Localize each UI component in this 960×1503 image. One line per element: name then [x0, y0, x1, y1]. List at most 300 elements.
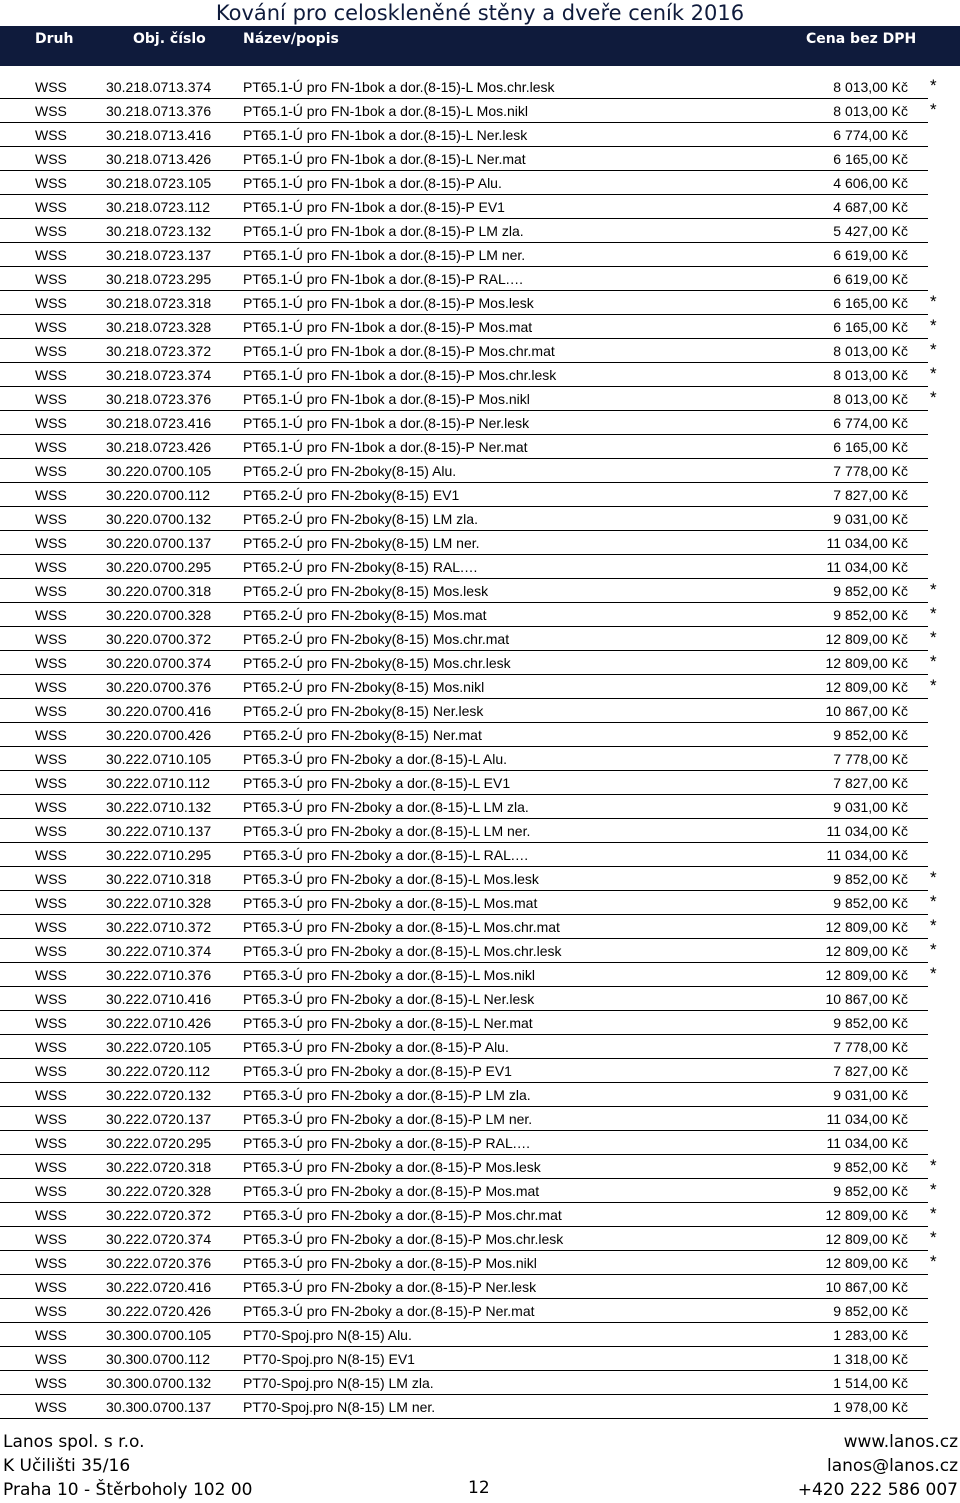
table-row: [0, 1299, 960, 1323]
cell-druh: WSS: [35, 295, 67, 311]
cell-nazev: PT65.3-Ú pro FN-2boky a dor.(8-15)-P Alu.: [243, 1039, 509, 1055]
cell-obj-cislo: 30.218.0723.416: [106, 415, 212, 431]
cell-note-star: *: [930, 1156, 937, 1175]
cell-note-star: *: [930, 580, 937, 599]
cell-obj-cislo: 30.222.0720.318: [106, 1159, 212, 1175]
cell-cena: 9 031,00 Kč: [833, 799, 908, 815]
table-row: [0, 459, 960, 483]
cell-druh: WSS: [35, 415, 67, 431]
cell-druh: WSS: [35, 1039, 67, 1055]
cell-cena: 8 013,00 Kč: [833, 79, 908, 95]
cell-druh: WSS: [35, 439, 67, 455]
cell-obj-cislo: 30.222.0710.328: [106, 895, 212, 911]
cell-druh: WSS: [35, 511, 67, 527]
cell-druh: WSS: [35, 655, 67, 671]
cell-nazev: PT65.3-Ú pro FN-2boky a dor.(8-15)-P Mos.chr.lesk: [243, 1231, 564, 1247]
cell-cena: 11 034,00 Kč: [826, 559, 908, 575]
cell-nazev: PT65.1-Ú pro FN-1bok a dor.(8-15)-L Ner.mat: [243, 151, 526, 167]
cell-cena: 6 619,00 Kč: [833, 271, 908, 287]
cell-cena: 9 852,00 Kč: [833, 895, 908, 911]
cell-nazev: PT65.1-Ú pro FN-1bok a dor.(8-15)-P RAL.…: [243, 271, 524, 287]
cell-cena: 1 283,00 Kč: [833, 1327, 908, 1343]
cell-cena: 9 031,00 Kč: [833, 1087, 908, 1103]
cell-obj-cislo: 30.220.0700.318: [106, 583, 212, 599]
cell-obj-cislo: 30.222.0720.372: [106, 1207, 212, 1223]
cell-druh: WSS: [35, 1399, 67, 1415]
website-link[interactable]: www.lanos.cz: [843, 1432, 958, 1452]
table-row: [0, 99, 960, 123]
cell-druh: WSS: [35, 679, 67, 695]
cell-cena: 9 852,00 Kč: [833, 1159, 908, 1175]
cell-obj-cislo: 30.220.0700.426: [106, 727, 212, 743]
cell-cena: 12 809,00 Kč: [825, 655, 908, 671]
cell-nazev: PT65.2-Ú pro FN-2boky(8-15) Mos.lesk: [243, 583, 489, 599]
cell-nazev: PT65.3-Ú pro FN-2boky a dor.(8-15)-L LM ner.: [243, 823, 531, 839]
cell-druh: WSS: [35, 1231, 67, 1247]
cell-druh: WSS: [35, 847, 67, 863]
cell-cena: 12 809,00 Kč: [825, 1207, 908, 1223]
cell-obj-cislo: 30.222.0720.328: [106, 1183, 212, 1199]
table-row: [0, 819, 960, 843]
table-row: [0, 891, 960, 915]
cell-note-star: *: [930, 964, 937, 983]
cell-obj-cislo: 30.220.0700.137: [106, 535, 212, 551]
table-row: [0, 771, 960, 795]
cell-note-star: *: [930, 76, 937, 95]
cell-cena: 9 852,00 Kč: [833, 727, 908, 743]
row-divider: [0, 1418, 928, 1419]
cell-obj-cislo: 30.218.0723.105: [106, 175, 212, 191]
cell-obj-cislo: 30.222.0710.295: [106, 847, 212, 863]
table-row: [0, 1395, 960, 1419]
cell-note-star: *: [930, 676, 937, 695]
cell-druh: WSS: [35, 1255, 67, 1271]
cell-obj-cislo: 30.218.0713.426: [106, 151, 212, 167]
cell-obj-cislo: 30.222.0720.132: [106, 1087, 212, 1103]
cell-cena: 6 165,00 Kč: [833, 319, 908, 335]
table-row: [0, 531, 960, 555]
cell-cena: 7 778,00 Kč: [833, 751, 908, 767]
cell-cena: 6 165,00 Kč: [833, 439, 908, 455]
cell-druh: WSS: [35, 1063, 67, 1079]
cell-nazev: PT65.3-Ú pro FN-2boky a dor.(8-15)-P LM zla.: [243, 1087, 531, 1103]
cell-cena: 12 809,00 Kč: [825, 967, 908, 983]
cell-cena: 6 774,00 Kč: [833, 415, 908, 431]
company-street: K Učilišti 35/16: [3, 1456, 131, 1476]
cell-obj-cislo: 30.220.0700.376: [106, 679, 212, 695]
cell-note-star: *: [930, 1180, 937, 1199]
column-header-nazev: Název/popis: [243, 31, 339, 47]
table-row: [0, 291, 960, 315]
cell-druh: WSS: [35, 631, 67, 647]
cell-cena: 7 827,00 Kč: [833, 775, 908, 791]
cell-druh: WSS: [35, 607, 67, 623]
cell-nazev: PT65.2-Ú pro FN-2boky(8-15) RAL.…: [243, 559, 478, 575]
table-row: [0, 795, 960, 819]
table-row: [0, 1107, 960, 1131]
table-row: [0, 387, 960, 411]
table-row: [0, 1011, 960, 1035]
table-row: [0, 75, 960, 99]
cell-druh: WSS: [35, 895, 67, 911]
cell-nazev: PT65.3-Ú pro FN-2boky a dor.(8-15)-P Mos.lesk: [243, 1159, 541, 1175]
company-city: Praha 10 - Štěrboholy 102 00: [3, 1480, 253, 1500]
cell-druh: WSS: [35, 1015, 67, 1031]
cell-druh: WSS: [35, 1087, 67, 1103]
cell-cena: 11 034,00 Kč: [826, 847, 908, 863]
cell-cena: 7 778,00 Kč: [833, 463, 908, 479]
cell-druh: WSS: [35, 535, 67, 551]
cell-nazev: PT65.3-Ú pro FN-2boky a dor.(8-15)-L Mos.chr.lesk: [243, 943, 562, 959]
price-table: [0, 75, 960, 1419]
cell-nazev: PT65.3-Ú pro FN-2boky a dor.(8-15)-P Mos.mat: [243, 1183, 540, 1199]
cell-cena: 8 013,00 Kč: [833, 103, 908, 119]
cell-druh: WSS: [35, 1327, 67, 1343]
cell-cena: 1 318,00 Kč: [833, 1351, 908, 1367]
table-row: [0, 171, 960, 195]
cell-obj-cislo: 30.220.0700.328: [106, 607, 212, 623]
cell-note-star: *: [930, 652, 937, 671]
table-row: [0, 507, 960, 531]
cell-druh: WSS: [35, 559, 67, 575]
cell-note-star: *: [930, 628, 937, 647]
table-row: [0, 483, 960, 507]
cell-nazev: PT65.3-Ú pro FN-2boky a dor.(8-15)-L Ner.mat: [243, 1015, 533, 1031]
table-row: [0, 435, 960, 459]
cell-note-star: *: [930, 292, 937, 311]
cell-nazev: PT65.1-Ú pro FN-1bok a dor.(8-15)-P EV1: [243, 199, 505, 215]
cell-nazev: PT70-Spoj.pro N(8-15) Alu.: [243, 1327, 412, 1343]
table-row: [0, 1179, 960, 1203]
table-row: [0, 939, 960, 963]
cell-nazev: PT65.3-Ú pro FN-2boky a dor.(8-15)-P Mos.chr.mat: [243, 1207, 562, 1223]
cell-obj-cislo: 30.220.0700.112: [106, 487, 211, 503]
table-row: [0, 1251, 960, 1275]
cell-note-star: *: [930, 868, 937, 887]
cell-obj-cislo: 30.220.0700.295: [106, 559, 212, 575]
cell-druh: WSS: [35, 991, 67, 1007]
cell-obj-cislo: 30.218.0713.374: [106, 79, 212, 95]
cell-druh: WSS: [35, 127, 67, 143]
table-row: [0, 579, 960, 603]
cell-druh: WSS: [35, 79, 67, 95]
cell-druh: WSS: [35, 967, 67, 983]
cell-druh: WSS: [35, 463, 67, 479]
cell-cena: 1 978,00 Kč: [833, 1399, 908, 1415]
table-row: [0, 1083, 960, 1107]
cell-cena: 12 809,00 Kč: [825, 919, 908, 935]
cell-note-star: *: [930, 916, 937, 935]
cell-druh: WSS: [35, 919, 67, 935]
table-row: [0, 555, 960, 579]
cell-note-star: *: [930, 1228, 937, 1247]
cell-obj-cislo: 30.218.0723.132: [106, 223, 212, 239]
cell-druh: WSS: [35, 103, 67, 119]
cell-cena: 12 809,00 Kč: [825, 631, 908, 647]
cell-nazev: PT65.3-Ú pro FN-2boky a dor.(8-15)-P LM ner.: [243, 1111, 533, 1127]
table-row: [0, 315, 960, 339]
cell-druh: WSS: [35, 247, 67, 263]
cell-nazev: PT70-Spoj.pro N(8-15) LM zla.: [243, 1375, 434, 1391]
cell-note-star: *: [930, 340, 937, 359]
cell-druh: WSS: [35, 703, 67, 719]
cell-cena: 9 031,00 Kč: [833, 511, 908, 527]
table-row: [0, 843, 960, 867]
table-row: [0, 1347, 960, 1371]
cell-obj-cislo: 30.222.0720.376: [106, 1255, 212, 1271]
cell-nazev: PT65.3-Ú pro FN-2boky a dor.(8-15)-P Mos.nikl: [243, 1255, 537, 1271]
cell-cena: 9 852,00 Kč: [833, 607, 908, 623]
cell-druh: WSS: [35, 319, 67, 335]
cell-note-star: *: [930, 388, 937, 407]
table-row: [0, 747, 960, 771]
cell-obj-cislo: 30.222.0720.416: [106, 1279, 212, 1295]
cell-druh: WSS: [35, 1351, 67, 1367]
cell-obj-cislo: 30.220.0700.105: [106, 463, 212, 479]
cell-obj-cislo: 30.220.0700.416: [106, 703, 212, 719]
column-header-druh: Druh: [35, 31, 74, 47]
cell-obj-cislo: 30.220.0700.372: [106, 631, 212, 647]
cell-note-star: *: [930, 604, 937, 623]
cell-nazev: PT65.3-Ú pro FN-2boky a dor.(8-15)-P Ner.lesk: [243, 1279, 537, 1295]
cell-cena: 11 034,00 Kč: [826, 823, 908, 839]
cell-obj-cislo: 30.222.0720.426: [106, 1303, 212, 1319]
cell-obj-cislo: 30.222.0710.372: [106, 919, 212, 935]
cell-cena: 6 165,00 Kč: [833, 151, 908, 167]
cell-obj-cislo: 30.222.0720.295: [106, 1135, 212, 1151]
table-row: [0, 1035, 960, 1059]
table-row: [0, 363, 960, 387]
column-header-cena: Cena bez DPH: [806, 31, 917, 47]
cell-cena: 7 778,00 Kč: [833, 1039, 908, 1055]
cell-cena: 8 013,00 Kč: [833, 391, 908, 407]
cell-druh: WSS: [35, 271, 67, 287]
cell-nazev: PT65.3-Ú pro FN-2boky a dor.(8-15)-P Ner.mat: [243, 1303, 535, 1319]
cell-cena: 12 809,00 Kč: [825, 1231, 908, 1247]
cell-cena: 8 013,00 Kč: [833, 367, 908, 383]
table-row: [0, 987, 960, 1011]
cell-druh: WSS: [35, 583, 67, 599]
cell-obj-cislo: 30.222.0710.376: [106, 967, 212, 983]
cell-obj-cislo: 30.218.0723.112: [106, 199, 211, 215]
cell-nazev: PT65.3-Ú pro FN-2boky a dor.(8-15)-P EV1: [243, 1063, 512, 1079]
cell-cena: 9 852,00 Kč: [833, 1015, 908, 1031]
cell-nazev: PT65.3-Ú pro FN-2boky a dor.(8-15)-L Mos.lesk: [243, 871, 539, 887]
cell-obj-cislo: 30.218.0723.374: [106, 367, 212, 383]
cell-nazev: PT65.1-Ú pro FN-1bok a dor.(8-15)-P Alu.: [243, 175, 502, 191]
cell-cena: 9 852,00 Kč: [833, 871, 908, 887]
phone-number: +420 222 586 007: [797, 1480, 958, 1500]
cell-nazev: PT65.1-Ú pro FN-1bok a dor.(8-15)-P Mos.chr.lesk: [243, 367, 557, 383]
cell-nazev: PT65.1-Ú pro FN-1bok a dor.(8-15)-P Mos.mat: [243, 319, 533, 335]
cell-obj-cislo: 30.218.0723.372: [106, 343, 212, 359]
cell-note-star: *: [930, 940, 937, 959]
cell-obj-cislo: 30.300.0700.137: [106, 1399, 212, 1415]
cell-obj-cislo: 30.218.0713.416: [106, 127, 212, 143]
cell-cena: 6 165,00 Kč: [833, 295, 908, 311]
cell-druh: WSS: [35, 487, 67, 503]
cell-obj-cislo: 30.218.0723.376: [106, 391, 212, 407]
table-row: [0, 915, 960, 939]
table-row: [0, 243, 960, 267]
cell-nazev: PT65.2-Ú pro FN-2boky(8-15) LM zla.: [243, 511, 478, 527]
cell-nazev: PT65.2-Ú pro FN-2boky(8-15) EV1: [243, 487, 460, 503]
cell-obj-cislo: 30.218.0723.328: [106, 319, 212, 335]
table-row: [0, 651, 960, 675]
cell-nazev: PT65.3-Ú pro FN-2boky a dor.(8-15)-L EV1: [243, 775, 511, 791]
cell-obj-cislo: 30.300.0700.112: [106, 1351, 211, 1367]
cell-obj-cislo: 30.222.0720.137: [106, 1111, 212, 1127]
cell-note-star: *: [930, 100, 937, 119]
cell-druh: WSS: [35, 1375, 67, 1391]
cell-nazev: PT65.1-Ú pro FN-1bok a dor.(8-15)-P LM zla.: [243, 223, 524, 239]
table-row: [0, 339, 960, 363]
cell-druh: WSS: [35, 1279, 67, 1295]
cell-cena: 12 809,00 Kč: [825, 943, 908, 959]
table-row: [0, 699, 960, 723]
cell-nazev: PT65.2-Ú pro FN-2boky(8-15) Alu.: [243, 463, 457, 479]
cell-note-star: *: [930, 1252, 937, 1271]
table-row: [0, 123, 960, 147]
cell-cena: 10 867,00 Kč: [825, 1279, 908, 1295]
cell-nazev: PT65.2-Ú pro FN-2boky(8-15) Ner.mat: [243, 727, 482, 743]
cell-druh: WSS: [35, 391, 67, 407]
cell-nazev: PT65.3-Ú pro FN-2boky a dor.(8-15)-L RAL.…: [243, 847, 529, 863]
cell-nazev: PT65.1-Ú pro FN-1bok a dor.(8-15)-P LM ner.: [243, 247, 526, 263]
cell-note-star: *: [930, 364, 937, 383]
table-row: [0, 147, 960, 171]
cell-nazev: PT65.1-Ú pro FN-1bok a dor.(8-15)-P Mos.chr.mat: [243, 343, 555, 359]
cell-obj-cislo: 30.222.0710.318: [106, 871, 212, 887]
cell-nazev: PT65.1-Ú pro FN-1bok a dor.(8-15)-P Mos.nikl: [243, 391, 530, 407]
table-row: [0, 1275, 960, 1299]
table-row: [0, 1227, 960, 1251]
cell-cena: 12 809,00 Kč: [825, 679, 908, 695]
cell-obj-cislo: 30.222.0710.137: [106, 823, 212, 839]
cell-obj-cislo: 30.220.0700.132: [106, 511, 212, 527]
cell-cena: 12 809,00 Kč: [825, 1255, 908, 1271]
cell-nazev: PT65.3-Ú pro FN-2boky a dor.(8-15)-L LM zla.: [243, 799, 529, 815]
table-row: [0, 1203, 960, 1227]
cell-obj-cislo: 30.218.0723.318: [106, 295, 212, 311]
cell-nazev: PT65.1-Ú pro FN-1bok a dor.(8-15)-P Mos.lesk: [243, 295, 534, 311]
cell-obj-cislo: 30.222.0710.105: [106, 751, 212, 767]
table-row: [0, 1131, 960, 1155]
cell-druh: WSS: [35, 175, 67, 191]
cell-cena: 9 852,00 Kč: [833, 583, 908, 599]
cell-obj-cislo: 30.222.0720.105: [106, 1039, 212, 1055]
cell-cena: 6 619,00 Kč: [833, 247, 908, 263]
cell-cena: 4 606,00 Kč: [833, 175, 908, 191]
cell-obj-cislo: 30.222.0710.132: [106, 799, 212, 815]
cell-note-star: *: [930, 892, 937, 911]
cell-obj-cislo: 30.222.0720.374: [106, 1231, 212, 1247]
cell-nazev: PT65.3-Ú pro FN-2boky a dor.(8-15)-L Mos.nikl: [243, 967, 536, 983]
cell-druh: WSS: [35, 727, 67, 743]
cell-obj-cislo: 30.218.0723.295: [106, 271, 212, 287]
cell-druh: WSS: [35, 943, 67, 959]
cell-cena: 4 687,00 Kč: [833, 199, 908, 215]
table-row: [0, 675, 960, 699]
table-header: [0, 26, 960, 66]
table-row: [0, 1155, 960, 1179]
cell-druh: WSS: [35, 223, 67, 239]
cell-nazev: PT65.3-Ú pro FN-2boky a dor.(8-15)-P RAL.…: [243, 1135, 531, 1151]
cell-nazev: PT65.1-Ú pro FN-1bok a dor.(8-15)-P Ner.mat: [243, 439, 528, 455]
table-row: [0, 1323, 960, 1347]
table-row: [0, 219, 960, 243]
cell-obj-cislo: 30.300.0700.105: [106, 1327, 212, 1343]
cell-cena: 7 827,00 Kč: [833, 1063, 908, 1079]
cell-druh: WSS: [35, 1183, 67, 1199]
cell-nazev: PT65.3-Ú pro FN-2boky a dor.(8-15)-L Mos.mat: [243, 895, 538, 911]
cell-cena: 6 774,00 Kč: [833, 127, 908, 143]
cell-druh: WSS: [35, 751, 67, 767]
table-row: [0, 411, 960, 435]
table-row: [0, 603, 960, 627]
cell-druh: WSS: [35, 775, 67, 791]
cell-note-star: *: [930, 316, 937, 335]
cell-obj-cislo: 30.218.0713.376: [106, 103, 212, 119]
cell-cena: 5 427,00 Kč: [833, 223, 908, 239]
cell-nazev: PT65.1-Ú pro FN-1bok a dor.(8-15)-P Ner.lesk: [243, 415, 530, 431]
table-row: [0, 963, 960, 987]
table-row: [0, 723, 960, 747]
email-link[interactable]: lanos@lanos.cz: [826, 1456, 958, 1476]
cell-obj-cislo: 30.222.0710.416: [106, 991, 212, 1007]
table-row: [0, 867, 960, 891]
cell-cena: 8 013,00 Kč: [833, 343, 908, 359]
cell-nazev: PT65.2-Ú pro FN-2boky(8-15) Mos.chr.lesk: [243, 655, 511, 671]
cell-nazev: PT65.3-Ú pro FN-2boky a dor.(8-15)-L Mos.chr.mat: [243, 919, 560, 935]
table-row: [0, 267, 960, 291]
cell-nazev: PT65.1-Ú pro FN-1bok a dor.(8-15)-L Mos.nikl: [243, 103, 529, 119]
cell-druh: WSS: [35, 1159, 67, 1175]
cell-cena: 10 867,00 Kč: [825, 703, 908, 719]
cell-cena: 11 034,00 Kč: [826, 535, 908, 551]
cell-obj-cislo: 30.222.0710.426: [106, 1015, 212, 1031]
cell-druh: WSS: [35, 823, 67, 839]
cell-druh: WSS: [35, 1207, 67, 1223]
table-row: [0, 627, 960, 651]
cell-druh: WSS: [35, 1303, 67, 1319]
cell-nazev: PT65.2-Ú pro FN-2boky(8-15) Mos.nikl: [243, 679, 485, 695]
page-footer: [0, 1428, 960, 1503]
cell-nazev: PT65.1-Ú pro FN-1bok a dor.(8-15)-L Ner.lesk: [243, 127, 528, 143]
cell-obj-cislo: 30.222.0710.374: [106, 943, 212, 959]
cell-druh: WSS: [35, 367, 67, 383]
cell-nazev: PT65.2-Ú pro FN-2boky(8-15) Mos.mat: [243, 607, 487, 623]
page-number: 12: [468, 1478, 490, 1498]
cell-obj-cislo: 30.222.0720.112: [106, 1063, 211, 1079]
cell-obj-cislo: 30.220.0700.374: [106, 655, 212, 671]
cell-note-star: *: [930, 1204, 937, 1223]
cell-obj-cislo: 30.222.0710.112: [106, 775, 211, 791]
cell-cena: 11 034,00 Kč: [826, 1111, 908, 1127]
cell-nazev: PT65.3-Ú pro FN-2boky a dor.(8-15)-L Ner.lesk: [243, 991, 535, 1007]
cell-nazev: PT65.3-Ú pro FN-2boky a dor.(8-15)-L Alu.: [243, 751, 508, 767]
cell-obj-cislo: 30.218.0723.426: [106, 439, 212, 455]
cell-druh: WSS: [35, 343, 67, 359]
cell-druh: WSS: [35, 1135, 67, 1151]
cell-druh: WSS: [35, 199, 67, 215]
cell-cena: 7 827,00 Kč: [833, 487, 908, 503]
cell-nazev: PT65.2-Ú pro FN-2boky(8-15) LM ner.: [243, 535, 480, 551]
page-title: Kování pro celoskleněné stěny a dveře ceník 2016: [215, 1, 745, 25]
table-row: [0, 1059, 960, 1083]
cell-druh: WSS: [35, 151, 67, 167]
cell-nazev: PT70-Spoj.pro N(8-15) EV1: [243, 1351, 415, 1367]
